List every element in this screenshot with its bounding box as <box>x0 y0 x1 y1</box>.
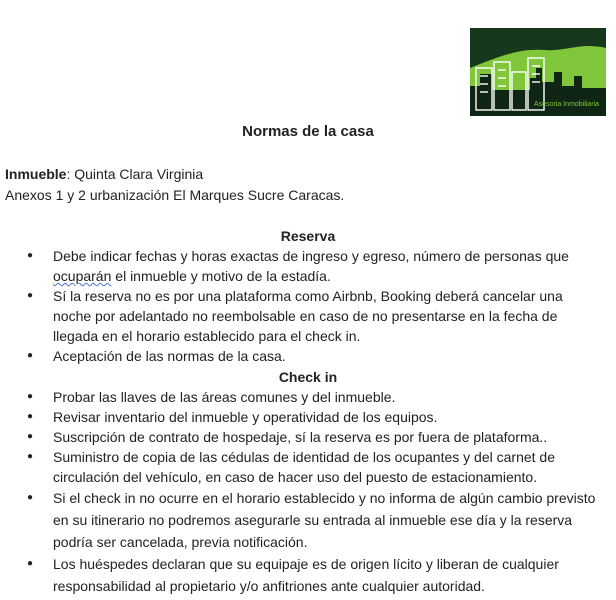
list-item: ● Los huéspedes declaran que su equipaje es de origen lícito y liberan de cualquier responsabilidad al propietario y/o anfitriones ante cualquier autoridad. <box>27 553 597 597</box>
section-heading-checkin: Check in <box>278 369 338 385</box>
logo-caption: Asesoria Inmobiliaria <box>534 101 599 108</box>
property-info <box>5 164 344 206</box>
list-item <box>27 246 597 286</box>
checkin-list <box>27 387 597 597</box>
property-label: Inmueble <box>5 166 67 182</box>
list-item-text: el inmueble y motivo de la estadía. <box>111 268 331 284</box>
list-item: ● Revisar inventario del inmueble y operatividad de los equipos. <box>27 407 597 427</box>
section-heading-reserva: Reserva <box>280 228 336 244</box>
company-logo <box>470 28 606 116</box>
list-item: ● Suministro de copia de las cédulas de identidad de los ocupantes y del carnet de circulación del vehículo, en caso de hacer uso del puesto de estacionamiento. <box>27 447 597 487</box>
reserva-list <box>27 246 597 366</box>
list-item: ● Probar las llaves de las áreas comunes y del inmueble. <box>27 387 597 407</box>
property-address: Anexos 1 y 2 urbanización El Marques Sucre Caracas. <box>5 187 345 203</box>
spellcheck-flagged-word: ocuparán <box>53 268 112 284</box>
list-item: ● Aceptación de las normas de la casa. <box>27 346 597 366</box>
document-title: Normas de la casa <box>242 123 374 140</box>
list-item: ● Si el check in no ocurre en el horario establecido y no informa de algún cambio previsto en su itinerario no podremos asegurarle su entrada al inmueble ese día y la reserva podría ser cancelada, previa notificación. <box>27 487 597 553</box>
property-name: : Quinta Clara Virginia <box>66 166 204 182</box>
list-item: ● Sí la reserva no es por una plataforma como Airbnb, Booking deberá cancelar una noche por adelantado no reembolsable en caso de no presentarse en la fecha de llegada en el horario establecido para el check in. <box>27 286 597 346</box>
list-item-text: Debe indicar fechas y horas exactas de ingreso y egreso, número de personas que <box>53 248 569 264</box>
property-name-line <box>5 164 344 185</box>
list-item: ● Suscripción de contrato de hospedaje, sí la reserva es por fuera de plataforma.. <box>27 427 597 447</box>
